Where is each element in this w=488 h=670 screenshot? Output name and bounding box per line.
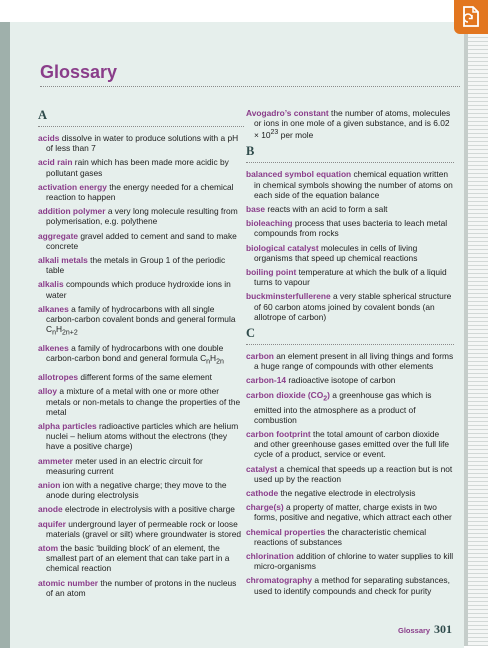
entry-term: catalyst — [246, 463, 278, 474]
entry-term: allotropes — [38, 372, 79, 383]
glossary-entry — [246, 551, 454, 571]
entry-definition: a greenhouse gas which is emitted into the atmosphere as a product of combustion — [254, 389, 432, 425]
glossary-entry — [38, 343, 244, 368]
entry-term — [246, 389, 330, 403]
section-rule-b — [246, 162, 454, 163]
entry-term: buckminsterfullerene — [246, 291, 331, 302]
glossary-entry — [246, 502, 454, 522]
entry-definition: ion with a negative charge; they move to the anode during electrolysis — [46, 480, 227, 501]
glossary-entry — [38, 182, 244, 202]
entry-definition: molecules in cells of living organisms that speed up chemical reactions — [254, 242, 418, 263]
entry-definition: a chemical that speeds up a reaction but is not used up by the reaction — [254, 463, 453, 484]
formula-element: H — [210, 353, 217, 364]
glossary-entry — [38, 133, 244, 153]
glossary-entry — [246, 390, 454, 425]
entry-term: biological catalyst — [246, 242, 319, 253]
entry-term: chromatography — [246, 575, 313, 586]
entry-definition: a very stable spherical structure of 60 carbon atoms joined by covalent bonds (an allotrope of carbon) — [254, 291, 452, 322]
entry-term: base — [246, 204, 266, 215]
entry-term: atom — [38, 543, 59, 554]
entry-term: charge(s) — [246, 502, 284, 513]
glossary-entry — [246, 291, 454, 322]
entry-definition: the energy needed for a chemical reaction to happen — [46, 181, 234, 203]
glossary-entry — [246, 375, 454, 385]
formula-subscript: 2n+2 — [62, 329, 78, 337]
entry-definition: the characteristic chemical reactions of substances — [254, 526, 427, 547]
entry-term: aggregate — [38, 230, 79, 241]
formula-subscript: n — [52, 329, 56, 337]
glossary-entry — [38, 206, 244, 226]
title-rule — [40, 86, 460, 87]
footer-section-label: Glossary — [398, 626, 431, 635]
glossary-entry — [38, 372, 244, 382]
entry-term: cathode — [246, 487, 279, 498]
entry-definition: the number of atoms, molecules or ions in one mole of a given substance, and is 6.02 × 10 — [254, 108, 451, 141]
glossary-entry — [246, 204, 454, 214]
entry-term: alpha particles — [38, 421, 97, 432]
entry-term: balanced symbol equation — [246, 169, 352, 180]
entry-definition: radioactive particles which are helium nuclei – helium atoms without the electrons (they have a positive charge) — [46, 421, 239, 452]
exponent: 23 — [270, 129, 279, 137]
entry-term: carbon-14 — [246, 375, 287, 386]
formula-subscript: n — [206, 359, 211, 366]
entry-definition: compounds which produce hydroxide ions in water — [46, 279, 231, 300]
glossary-entry — [38, 519, 244, 539]
page-number: 301 — [434, 622, 452, 636]
entry-definition: the total amount of carbon dioxide and other greenhouse gases emitted over the full life cycle of a product, service or event. — [254, 428, 450, 460]
entry-definition: underground layer of permeable rock or loose materials (gravel or silt) where groundwater is stored — [46, 518, 242, 539]
glossary-entry — [246, 351, 454, 371]
entry-term: activation energy — [38, 181, 107, 192]
entry-definition: meter used in an electric circuit for measuring current — [46, 455, 203, 476]
entry-definition: gravel added to cement and sand to make concrete — [46, 230, 237, 251]
entry-term: alloy — [38, 386, 58, 397]
entry-term: atomic number — [38, 577, 99, 588]
glossary-entry — [38, 279, 244, 299]
entry-term: Avogadro’s constant — [246, 108, 329, 118]
page-title: Glossary — [40, 62, 118, 82]
glossary-entry — [38, 504, 244, 514]
entry-definition: electrode in electrolysis with a positive charge — [65, 504, 235, 515]
entry-term: addition polymer — [38, 206, 106, 217]
glossary-entry — [38, 157, 244, 177]
entry-definition: a family of hydrocarbons with all single carbon-carbon covalent bonds and general formula C — [46, 303, 236, 335]
entry-term: anion — [38, 480, 61, 491]
entry-definition: the number of protons in the nucleus of an atom — [46, 577, 237, 598]
glossary-entry — [246, 429, 454, 460]
glossary-entry — [246, 108, 454, 140]
entry-term: alkalis — [38, 279, 64, 290]
entry-definition: the negative electrode in electrolysis — [280, 487, 416, 498]
entry-term: carbon footprint — [246, 428, 311, 439]
section-letter-b: B — [246, 144, 255, 159]
section-letter-c: C — [246, 326, 256, 341]
entry-definition: an element present in all living things and forms a huge range of compounds with other elements — [254, 351, 454, 372]
entry-definition: the metals in Group 1 of the periodic table — [46, 255, 226, 276]
glossary-entry — [246, 243, 454, 263]
entry-definition: a family of hydrocarbons with one double carbon-carbon bond and general formula C — [46, 343, 224, 364]
entry-term: aquifer — [38, 518, 66, 529]
entry-definition: a method for separating substances, used to identify compounds and check for purity — [254, 575, 450, 596]
glossary-entry — [38, 304, 244, 339]
entry-definition: radioactive isotope of carbon — [288, 375, 396, 386]
glossary-entry — [246, 488, 454, 498]
entry-term: alkenes — [38, 343, 69, 354]
entry-term: acid rain — [38, 157, 73, 168]
column-right — [246, 108, 454, 600]
entry-term: acids — [38, 133, 60, 143]
page-side-bar — [0, 22, 10, 648]
entry-definition: the basic ‘building block’ of an element, the smallest part of an element that can take part in a chemical reaction — [46, 543, 230, 574]
glossary-entry — [246, 267, 454, 287]
entry-definition: process that uses bacteria to leach metal compounds from rocks — [254, 218, 448, 239]
entry-definition: a mixture of a metal with one or more other metals or non-metals to change the properties of the metal — [46, 386, 241, 417]
entry-definition: reacts with an acid to form a salt — [267, 204, 388, 215]
document-icon — [462, 6, 480, 28]
entry-definition: dissolve in water to produce solutions with a pH of less than 7 — [46, 133, 239, 154]
entry-definition: a very long molecule resulting from polymerisation, e.g. polythene — [46, 206, 238, 227]
entry-definition: addition of chlorine to water supplies to kill micro-organisms — [254, 550, 454, 572]
entry-definition: a property of matter, charge exists in two forms, positive and negative, which attract each other — [254, 502, 452, 523]
entry-term: ammeter — [38, 455, 73, 466]
entry-term: boiling point — [246, 267, 297, 278]
glossary-entry — [38, 255, 244, 275]
glossary-entry — [38, 480, 244, 500]
entry-definition: temperature at which the bulk of a liquid turns to vapour — [254, 267, 447, 288]
column-left — [38, 108, 244, 602]
glossary-entry — [246, 575, 454, 595]
formula-subscript: 2n — [216, 359, 224, 366]
glossary-entry — [246, 169, 454, 200]
entry-term-tail: ) — [327, 389, 330, 400]
page-stack-edge — [464, 26, 488, 646]
entry-definition: chemical equation written in chemical symbols showing the number of atoms on each side of the equation balance — [254, 169, 453, 200]
entry-term: bioleaching — [246, 218, 293, 229]
formula-subscript: 2 — [323, 395, 328, 403]
section-rule-a — [38, 126, 244, 127]
document-badge[interactable] — [454, 0, 488, 34]
entry-definition-tail: per mole — [278, 130, 314, 141]
glossary-entry — [246, 527, 454, 547]
glossary-entry — [38, 456, 244, 476]
glossary-entry — [38, 421, 244, 452]
entry-term: alkanes — [38, 303, 69, 314]
formula-element: H — [55, 324, 63, 335]
entry-term: anode — [38, 504, 63, 515]
section-letter-a: A — [38, 108, 48, 122]
glossary-entry — [246, 464, 454, 484]
entry-term: alkali metals — [38, 255, 88, 266]
glossary-entry — [38, 578, 244, 598]
section-rule-c — [246, 344, 454, 345]
entry-definition: rain which has been made more acidic by pollutant gases — [46, 157, 229, 178]
entry-term-text: carbon dioxide (CO — [246, 389, 324, 400]
entry-definition: different forms of the same element — [80, 372, 212, 383]
entry-term: chemical properties — [246, 526, 326, 537]
entry-term: chlorination — [246, 550, 294, 561]
glossary-entry — [38, 543, 244, 574]
glossary-entry — [38, 231, 244, 251]
entry-term: carbon — [246, 351, 274, 362]
glossary-entry — [38, 386, 244, 417]
glossary-entry — [246, 218, 454, 238]
